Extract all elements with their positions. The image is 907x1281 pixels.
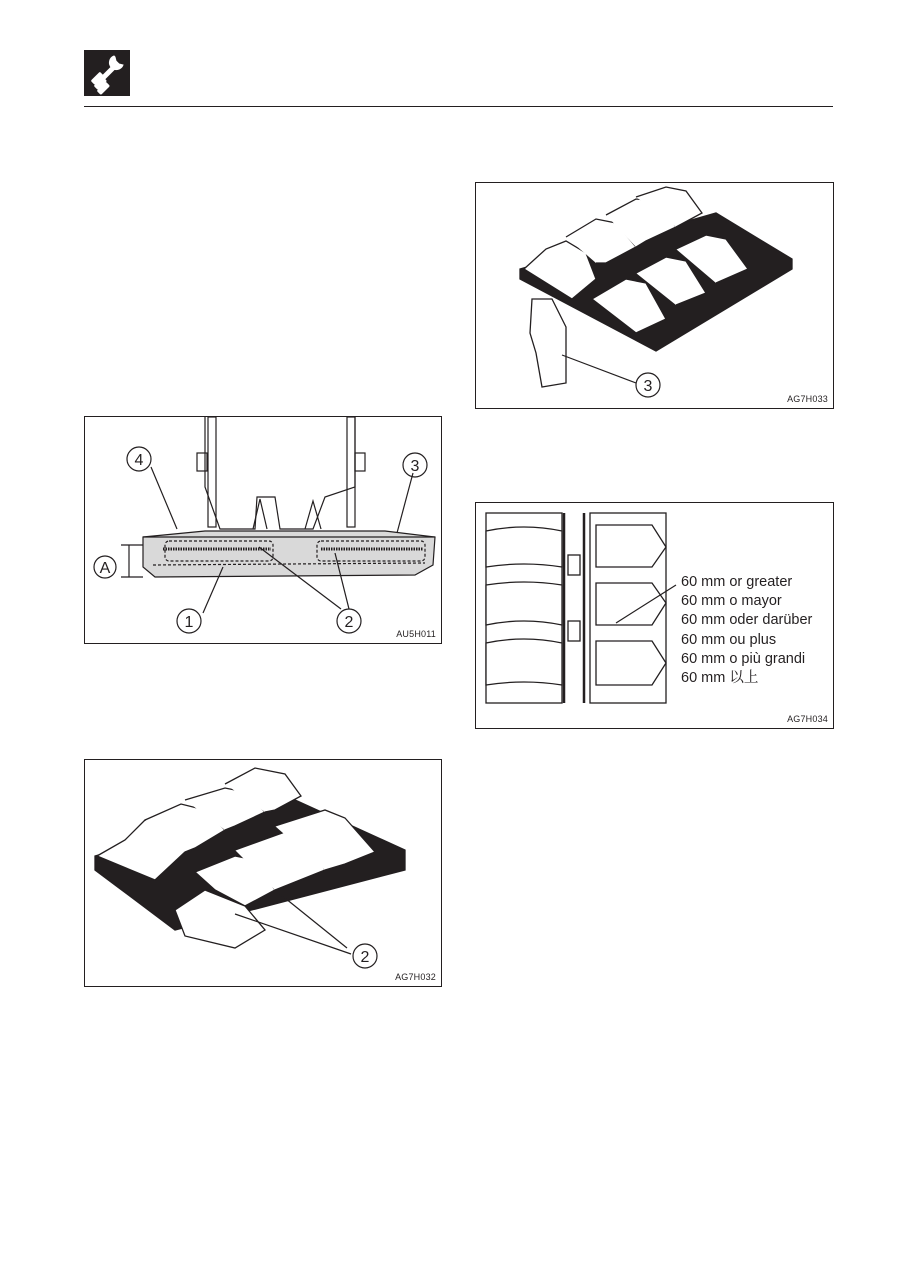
callout-2: 2 bbox=[344, 614, 354, 631]
maintenance-wrench-icon bbox=[84, 50, 130, 96]
figure-code: AG7H033 bbox=[787, 394, 828, 404]
spec-ja: 60 mm 以上 bbox=[681, 670, 759, 687]
figure-track-tread-wear bbox=[475, 502, 834, 729]
spec-en: 60 mm or greater bbox=[681, 574, 793, 590]
header-divider bbox=[84, 106, 833, 107]
spec-de: 60 mm oder darüber bbox=[681, 612, 813, 629]
spec-it: 60 mm o più grandi bbox=[681, 650, 806, 667]
callout-3: 3 bbox=[410, 458, 420, 475]
figure-track-link-side bbox=[475, 182, 834, 409]
figure-track-rubber-pad bbox=[84, 759, 442, 987]
shoe-cross-section-drawing bbox=[85, 417, 441, 643]
callout-a: A bbox=[99, 560, 111, 577]
figure-shoe-cross-section bbox=[84, 416, 442, 644]
track-rubber-pad-drawing bbox=[85, 760, 441, 986]
callout-4: 4 bbox=[134, 452, 144, 469]
figure-code: AU5H011 bbox=[396, 629, 436, 639]
callout-2: 2 bbox=[360, 949, 370, 966]
spec-fr: 60 mm ou plus bbox=[681, 631, 777, 648]
callout-3: 3 bbox=[643, 378, 653, 395]
spec-es: 60 mm o mayor bbox=[681, 593, 782, 610]
callout-1: 1 bbox=[184, 614, 194, 631]
figure-code: AG7H032 bbox=[395, 972, 436, 982]
track-link-side-drawing bbox=[476, 183, 833, 408]
figure-code: AG7H034 bbox=[787, 714, 828, 724]
wear-spec-list bbox=[681, 573, 812, 688]
